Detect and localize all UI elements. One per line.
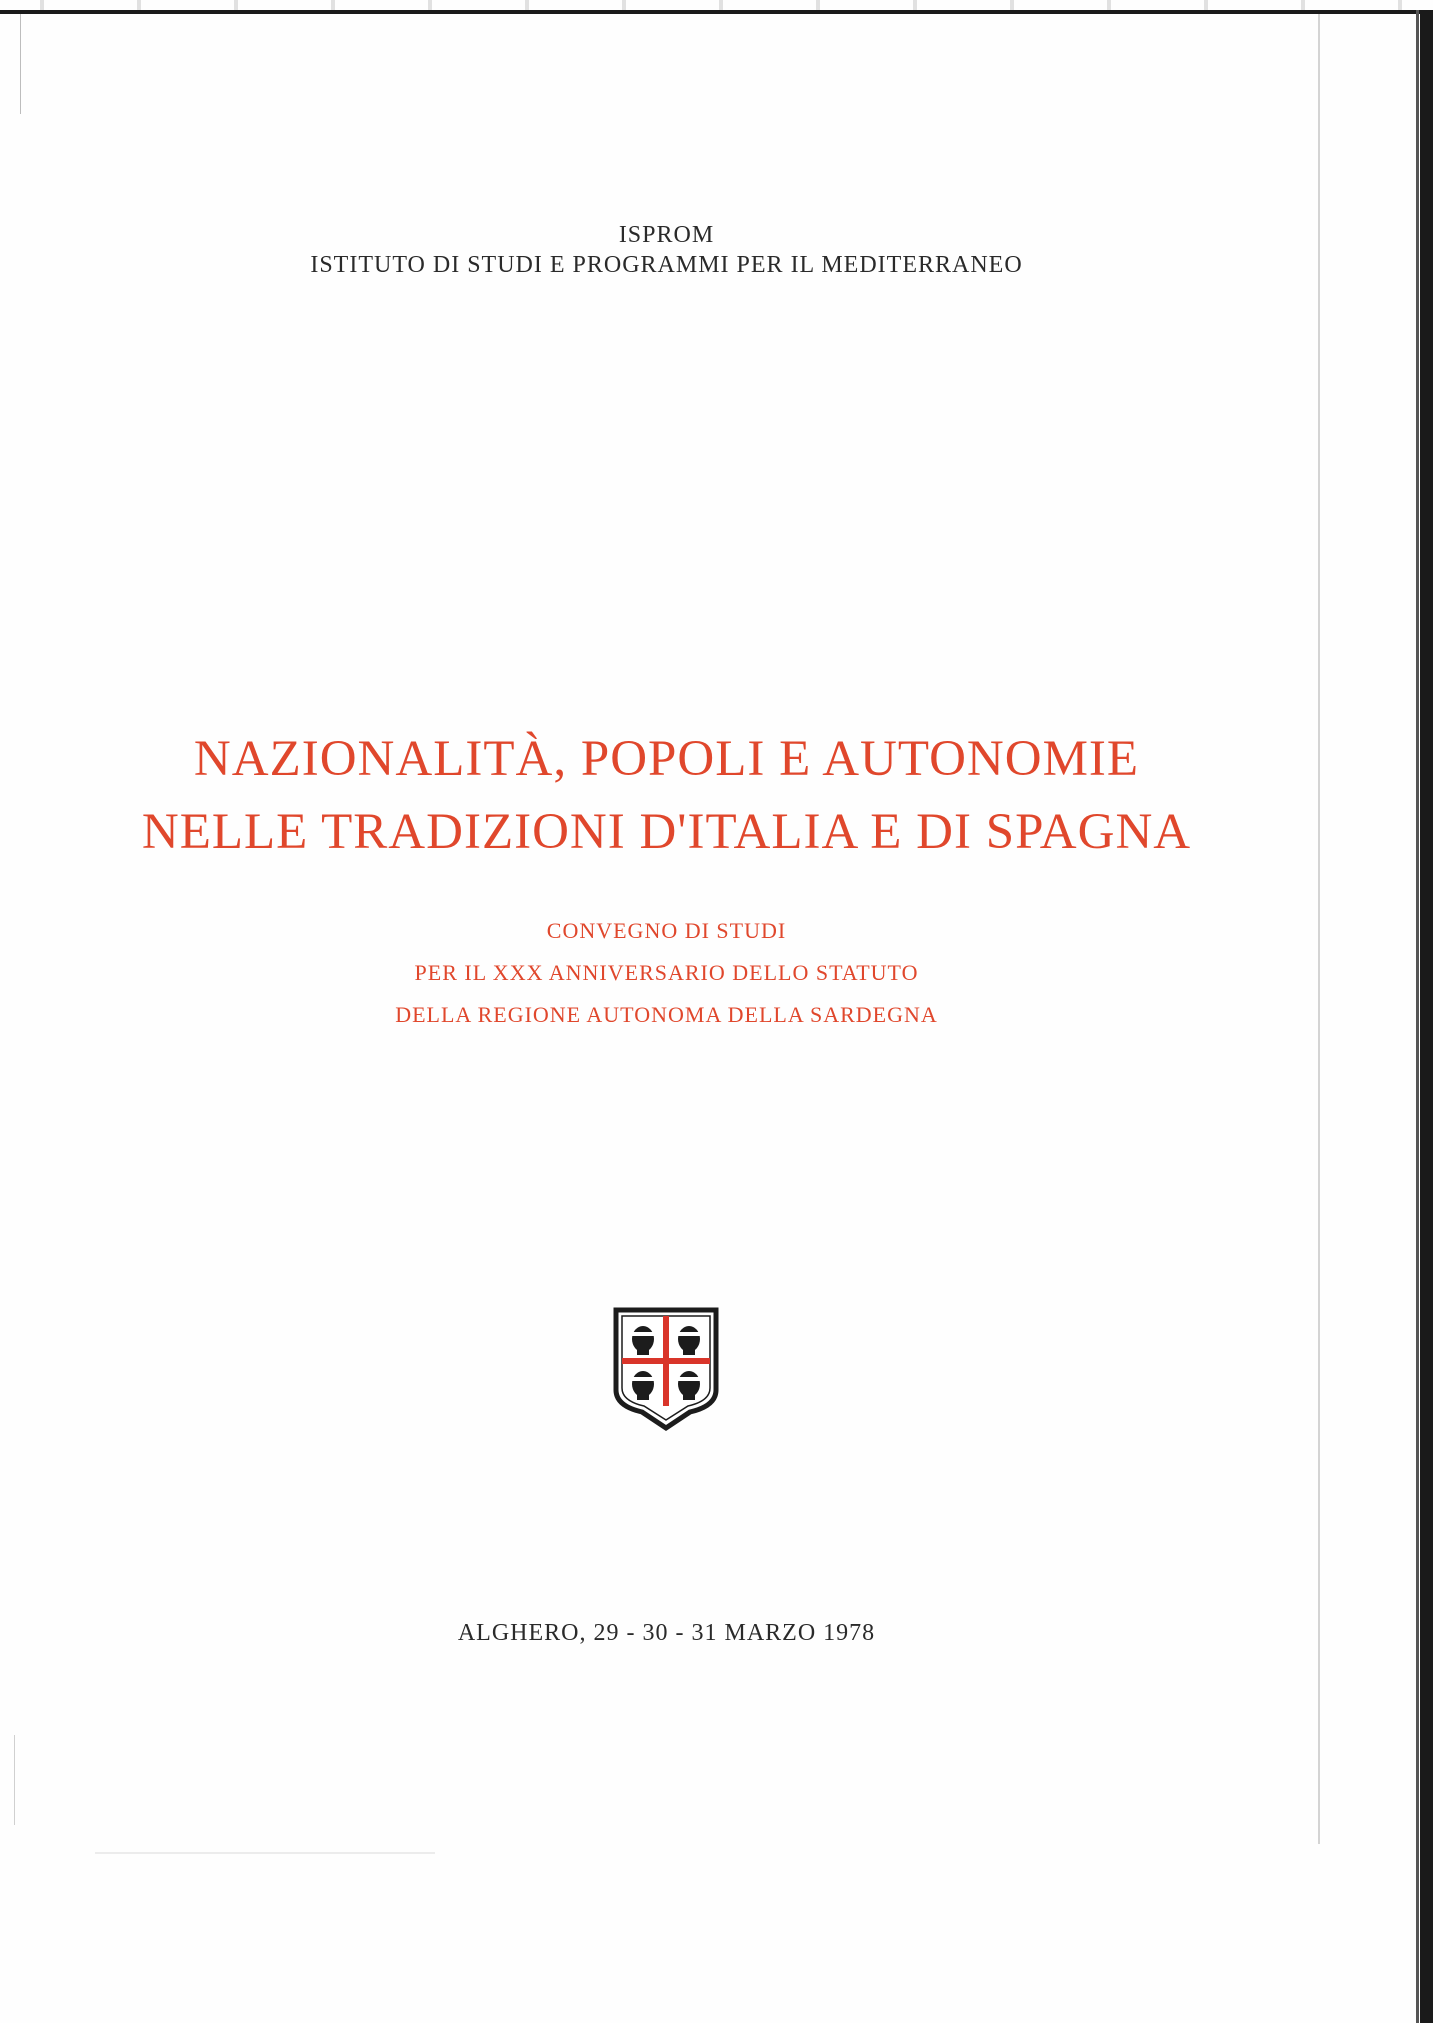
scan-right-edge (1420, 10, 1433, 2023)
subtitle-line-2: PER IL XXX ANNIVERSARIO DELLO STATUTO (414, 960, 919, 985)
publisher-acronym: ISPROM (618, 222, 715, 248)
publisher-name: ISTITUTO DI STUDI E PROGRAMMI PER IL MEDITERRANEO (310, 252, 1023, 278)
title-line-1: NAZIONALITÀ, POPOLI E AUTONOMIE (193, 731, 1140, 787)
scan-left-mark-lower (14, 1735, 15, 1825)
scan-top-artifact (0, 0, 1433, 10)
scan-bottom-shadow (95, 1852, 435, 1854)
place-and-date: ALGHERO, 29 - 30 - 31 MARZO 1978 (457, 1620, 876, 1646)
four-moors-coat-of-arms-icon (612, 1306, 720, 1432)
scan-top-edge (0, 10, 1433, 14)
scan-left-mark (20, 14, 21, 114)
subtitle-line-1: CONVEGNO DI STUDI (546, 918, 787, 943)
title-line-2: NELLE TRADIZIONI D'ITALIA E DI SPAGNA (141, 804, 1192, 860)
subtitle-line-3: DELLA REGIONE AUTONOMA DELLA SARDEGNA (395, 1002, 938, 1027)
scan-right-inner-edge (1416, 10, 1419, 2023)
